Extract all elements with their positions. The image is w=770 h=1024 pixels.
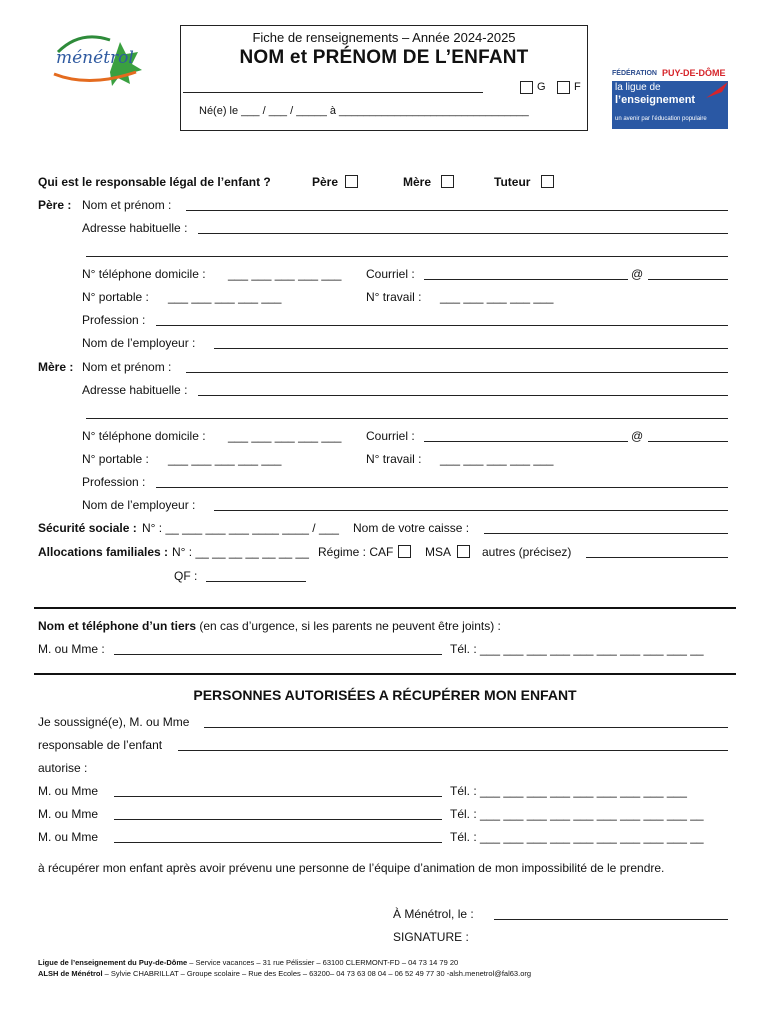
alloc-qf-field[interactable] [206, 581, 306, 582]
place-date-field[interactable] [494, 919, 728, 920]
pere-adresse-label: Adresse habituelle : [82, 221, 188, 235]
mere-heading: Mère : [38, 360, 74, 374]
child-name-field[interactable] [183, 92, 483, 93]
place-date-label: À Ménétrol, le : [393, 907, 474, 921]
pere-employeur-label: Nom de l’employeur : [82, 336, 196, 350]
gender-g-label: G [537, 81, 546, 93]
tiers-note: (en cas d’urgence, si les parents ne peuvent être joints) : [199, 619, 501, 633]
footer-line-1 [38, 958, 458, 967]
ligue-department: PUY-DE-DÔME [662, 68, 726, 78]
footer-line-2-text: – Sylvie CHABRILLAT – Groupe scolaire – Rue des Ecoles – 63200– 04 73 63 08 04 – 06 52 49 77 30 -alsh.menetrol@fal63.org [102, 969, 532, 978]
alloc-label: Allocations familiales : [38, 545, 169, 559]
mere-tel-domicile-field[interactable]: ___ ___ ___ ___ ___ [228, 429, 342, 443]
responsable-field[interactable] [178, 750, 728, 751]
secu-caisse-field[interactable] [484, 533, 728, 534]
gender-g-checkbox[interactable] [520, 81, 533, 94]
legal-pere-checkbox[interactable] [345, 175, 358, 188]
signature-label: SIGNATURE : [393, 930, 469, 944]
footer-line-2 [38, 969, 531, 978]
alloc-autres-field[interactable] [586, 557, 728, 558]
legal-tuteur-checkbox[interactable] [541, 175, 554, 188]
secu-caisse-label: Nom de votre caisse : [353, 521, 470, 535]
gender-f-label: F [574, 81, 581, 93]
ligue-main-1: la ligue de [615, 82, 661, 93]
ligue-logo [610, 68, 730, 130]
autorise-row-3-label: M. ou Mme [38, 830, 99, 844]
alloc-regime-label: Régime : CAF [318, 545, 394, 559]
mere-adresse-field-2[interactable] [86, 418, 728, 419]
footer-line-2-org: ALSH de Ménétrol [38, 969, 103, 978]
ligue-tagline: un avenir par l’éducation populaire [615, 116, 707, 122]
autorise-row-2-label: M. ou Mme [38, 807, 99, 821]
pere-courriel-field[interactable] [424, 279, 628, 280]
tiers-heading-line [38, 619, 501, 633]
mere-at-sign: @ [631, 429, 644, 443]
gender-f-checkbox[interactable] [557, 81, 570, 94]
pere-portable-field[interactable]: ___ ___ ___ ___ ___ [168, 290, 282, 304]
mere-travail-label: N° travail : [366, 452, 422, 466]
fiche-title: Fiche de renseignements – Année 2024-2025 [252, 30, 516, 45]
pere-employeur-field[interactable] [214, 348, 728, 349]
alloc-number-field[interactable]: N° : __ __ __ __ __ __ __ [172, 545, 309, 559]
footer-line-1-text: – Service vacances – 31 rue Pélissier – 63100 CLERMONT-FD – 04 73 14 79 20 [187, 958, 459, 967]
mere-tel-domicile-label: N° téléphone domicile : [82, 429, 206, 443]
autorise-row-1-label: M. ou Mme [38, 784, 99, 798]
pere-nom-label: Nom et prénom : [82, 198, 172, 212]
mere-profession-field[interactable] [156, 487, 728, 488]
alloc-qf-label: QF : [174, 569, 198, 583]
soussigne-label: Je soussigné(e), M. ou Mme [38, 715, 190, 729]
tiers-tel-field[interactable]: Tél. : ___ ___ ___ ___ ___ ___ ___ ___ ___ __ [450, 642, 704, 656]
mere-employeur-label: Nom de l’employeur : [82, 498, 196, 512]
mere-profession-label: Profession : [82, 475, 146, 489]
pere-travail-label: N° travail : [366, 290, 422, 304]
ligue-federation: FÉDÉRATION [612, 70, 657, 77]
alloc-msa-label: MSA [425, 545, 452, 559]
autorisation-statement: à récupérer mon enfant après avoir prévenu une personne de l’équipe d’animation de mon impossibilité de le prendre. [38, 861, 665, 875]
ligue-arrow-icon [704, 80, 730, 100]
ligue-main-2: l’enseignement [615, 94, 696, 106]
autorise-row-3-tel[interactable]: Tél. : ___ ___ ___ ___ ___ ___ ___ ___ ___ __ [450, 830, 704, 844]
autorise-row-3-field[interactable] [114, 842, 442, 843]
birth-line[interactable]: Né(e) le ___ / ___ / _____ à _______________________________ [199, 105, 529, 117]
legal-tuteur-label: Tuteur [494, 175, 531, 189]
tiers-name-label: M. ou Mme : [38, 642, 105, 656]
mere-nom-label: Nom et prénom : [82, 360, 172, 374]
pere-courriel-domain-field[interactable] [648, 279, 728, 280]
autorise-row-2-field[interactable] [114, 819, 442, 820]
pere-adresse-field[interactable] [198, 233, 728, 234]
mere-portable-label: N° portable : [82, 452, 149, 466]
pere-portable-label: N° portable : [82, 290, 149, 304]
autorisees-title: PERSONNES AUTORISÉES A RÉCUPÉRER MON ENFANT [193, 687, 577, 703]
pere-courriel-label: Courriel : [366, 267, 415, 281]
pere-tel-domicile-label: N° téléphone domicile : [82, 267, 206, 281]
autorise-row-1-field[interactable] [114, 796, 442, 797]
mere-employeur-field[interactable] [214, 510, 728, 511]
alloc-caf-checkbox[interactable] [398, 545, 411, 558]
tiers-name-field[interactable] [114, 654, 442, 655]
legal-question: Qui est le responsable légal de l’enfant ? [38, 175, 271, 189]
legal-pere-label: Père [312, 175, 339, 189]
mere-adresse-field[interactable] [198, 395, 728, 396]
autorise-row-1-tel[interactable]: Tél. : ___ ___ ___ ___ ___ ___ ___ ___ ___ [450, 784, 687, 798]
autorise-label: autorise : [38, 761, 88, 775]
mere-courriel-field[interactable] [424, 441, 628, 442]
mere-courriel-label: Courriel : [366, 429, 415, 443]
section-divider-2 [34, 673, 736, 675]
legal-mere-checkbox[interactable] [441, 175, 454, 188]
child-name-title: NOM et PRÉNOM DE L’ENFANT [239, 47, 529, 68]
pere-profession-label: Profession : [82, 313, 146, 327]
menetrol-logo-text: ménétrol [56, 48, 134, 68]
mere-courriel-domain-field[interactable] [648, 441, 728, 442]
autorise-row-2-tel[interactable]: Tél. : ___ ___ ___ ___ ___ ___ ___ ___ ___ __ [450, 807, 704, 821]
secu-label: Sécurité sociale : [38, 521, 137, 535]
pere-nom-field[interactable] [186, 210, 728, 211]
header-box [180, 25, 588, 131]
alloc-msa-checkbox[interactable] [457, 545, 470, 558]
section-divider-1 [34, 607, 736, 609]
mere-nom-field[interactable] [186, 372, 728, 373]
alloc-autres-label: autres (précisez) [482, 545, 572, 559]
mere-portable-field[interactable]: ___ ___ ___ ___ ___ [168, 452, 282, 466]
pere-profession-field[interactable] [156, 325, 728, 326]
soussigne-field[interactable] [204, 727, 728, 728]
pere-tel-domicile-field[interactable]: ___ ___ ___ ___ ___ [228, 267, 342, 281]
mere-travail-field[interactable]: ___ ___ ___ ___ ___ [440, 452, 554, 466]
secu-number-field[interactable]: N° : __ ___ ___ ___ ____ ____ / ___ [142, 521, 339, 535]
pere-at-sign: @ [631, 267, 644, 281]
pere-adresse-field-2[interactable] [86, 256, 728, 257]
menetrol-logo [50, 22, 146, 94]
mere-adresse-label: Adresse habituelle : [82, 383, 188, 397]
tiers-heading: Nom et téléphone d’un tiers [38, 619, 197, 633]
responsable-label: responsable de l’enfant [38, 738, 163, 752]
legal-mere-label: Mère [403, 175, 432, 189]
footer-line-1-org: Ligue de l’enseignement du Puy-de-Dôme [38, 958, 188, 967]
pere-travail-field[interactable]: ___ ___ ___ ___ ___ [440, 290, 554, 304]
pere-heading: Père : [38, 198, 72, 212]
